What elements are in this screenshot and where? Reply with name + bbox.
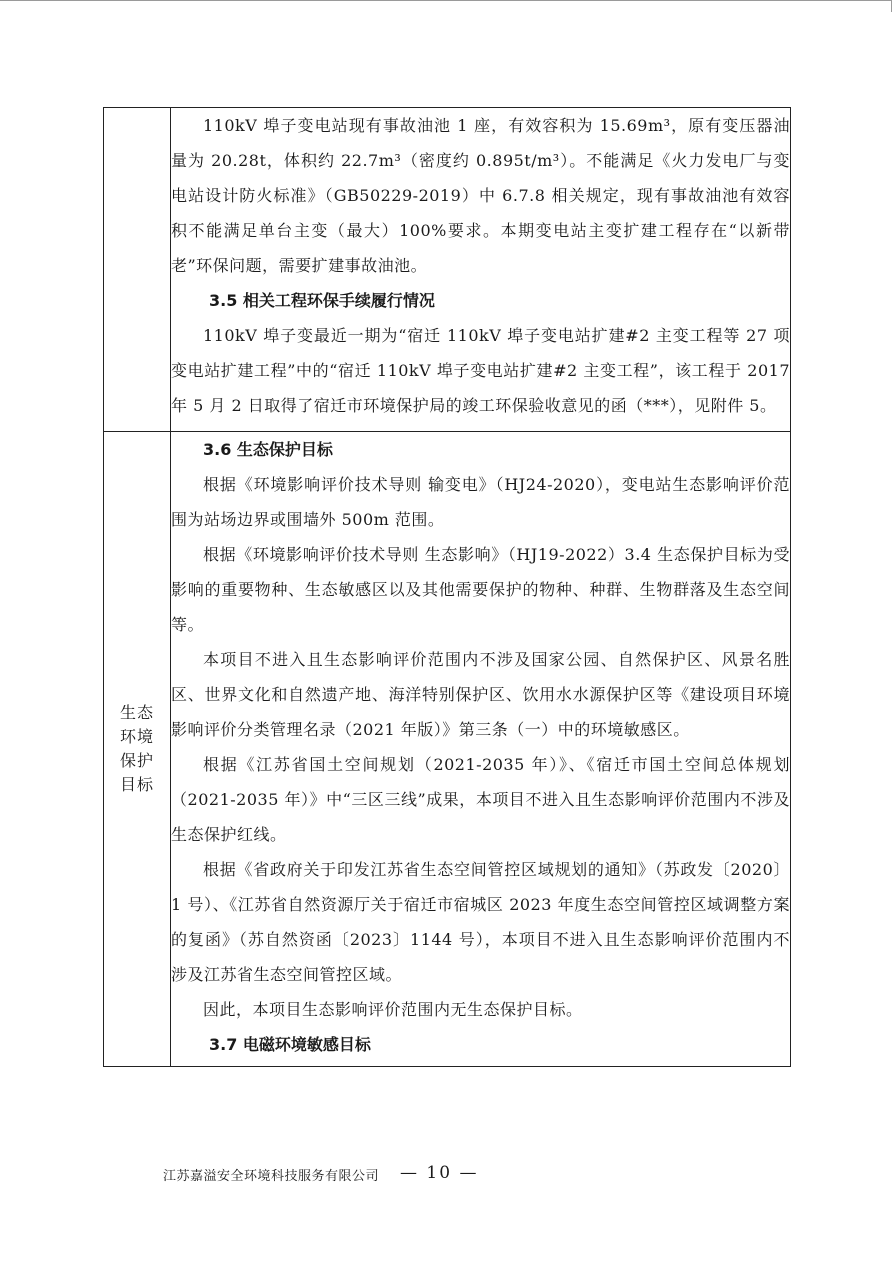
oil-pit-paragraph: 110kV 埠子变电站现有事故油池 1 座，有效容积为 15.69m³，原有变压器油量为 20.28t，体积约 22.7m³（密度约 0.895t/m³）。不能满足《火力发电厂与变电站设计防火标准》（GB50229-2019）中 6.7.8 相关规定，现有事故油池有效容积不能满足单台主变（最大）100%要求。本期变电站主变扩建工程存在“以新带老”环保问题，需要扩建事故油池。 <box>171 116 790 275</box>
conclusion-paragraph: 因此，本项目生态影响评价范围内无生态保护目标。 <box>203 1000 583 1019</box>
heading-3-7: 3.7 电磁环境敏感目标 <box>209 1035 371 1054</box>
footer-company-name: 江苏嘉溢安全环境科技服务有限公司 <box>163 1169 380 1184</box>
page-top-edge <box>0 0 892 1</box>
side-cell-empty <box>104 108 171 432</box>
page-footer <box>0 1163 892 1187</box>
page-number: — 10 — <box>400 1163 479 1183</box>
heading-3-6: 3.6 生态保护目标 <box>203 440 333 459</box>
side-cell-eco <box>104 432 171 1067</box>
report-table <box>103 107 791 1067</box>
content-cell-eco <box>171 432 791 1067</box>
eco-scope-paragraph: 根据《环境影响评价技术导则 输变电》（HJ24-2020），变电站生态影响评价范围为站场边界或围墙外 500m 范围。 <box>171 475 790 529</box>
redline-paragraph: 根据《江苏省国土空间规划（2021-2035 年）》、《宿迁市国土空间总体规划（2021-2035 年）》中“三区三线”成果，本项目不进入且生态影响评价范围内不涉及生态保护红线。 <box>171 755 790 844</box>
sensitive-area-paragraph: 本项目不进入且生态影响评价范围内不涉及国家公园、自然保护区、风景名胜区、世界文化和自然遗产地、海洋特别保护区、饮用水水源保护区等《建设项目环境影响评价分类管理名录（2021 年版）》第三条（一）中的环境敏感区。 <box>171 650 790 739</box>
control-zone-paragraph: 根据《省政府关于印发江苏省生态空间管控区域规划的通知》（苏政发〔2020〕1 号）、《江苏省自然资源厅关于宿迁市宿城区 2023 年度生态空间管控区域调整方案的复函》（苏自然资函〔2023〕1144 号），本项目不进入且生态影响评价范围内不涉及江苏省生态空间管控区域。 <box>171 860 790 984</box>
table-row <box>104 108 791 432</box>
content-cell-related-works <box>171 108 791 432</box>
table-row <box>104 432 791 1067</box>
approval-paragraph: 110kV 埠子变最近一期为“宿迁 110kV 埠子变电站扩建#2 主变工程等 27 项变电站扩建工程”中的“宿迁 110kV 埠子变电站扩建#2 主变工程”，该工程于 2017 年 5 月 2 日取得了宿迁市环境保护局的竣工环保验收意见的函（***），见附件 5。 <box>171 326 790 415</box>
heading-3-5: 3.5 相关工程环保手续履行情况 <box>209 291 435 310</box>
eco-target-definition-paragraph: 根据《环境影响评价技术导则 生态影响》（HJ19-2022）3.4 生态保护目标为受影响的重要物种、生态敏感区以及其他需要保护的物种、种群、生物群落及生态空间等。 <box>171 545 790 634</box>
side-label-eco-target: 生态环境保护目标 <box>119 703 154 794</box>
